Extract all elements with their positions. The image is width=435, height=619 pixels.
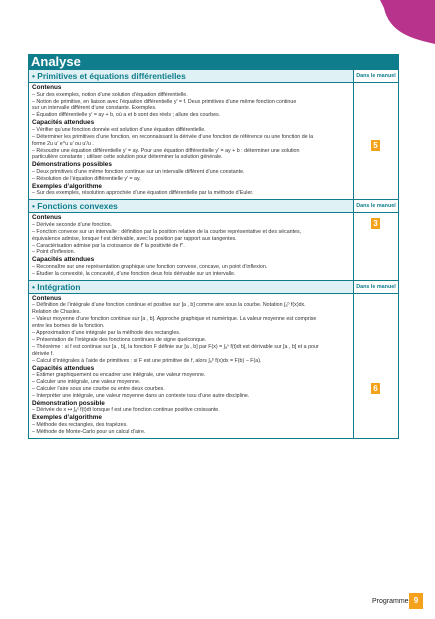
section-body (29, 213, 353, 280)
block-line: – Reconnaître sur une représentation graphique une fonction convexe, concave, un point d’inflexion. (32, 263, 268, 270)
program-frame (28, 54, 399, 439)
block-line: – Notion de primitive, en liaison avec l’équation différentielle y′ = f. Deux primitives d’une même fonction continue (32, 98, 297, 105)
block-line: – Théorème : si f est continue sur [a , b], la fonction F définie sur [a , b] par F(x) = ∫ₐˣ f(t)dt est dérivable sur [a , b] et a pour (32, 343, 319, 350)
manual-column (354, 200, 398, 280)
block-line: – Valeur moyenne d’une fonction continue sur [a , b]. Approche graphique et numérique. La valeur moyenne est comprise (32, 316, 317, 323)
block-heading: Capacités attendues (32, 364, 95, 372)
block-line: – Déterminer les primitives d’une fonction, en reconnaissant la dérivée d’une fonction de référence ou une fonction de la (32, 133, 314, 140)
block-line: sur un intervalle diffèrent d’une constante. Exemples. (32, 105, 157, 112)
page-title: Analyse (28, 54, 399, 70)
block-line: – Calculer une intégrale, une valeur moyenne. (32, 379, 141, 386)
page-number: 9 (409, 593, 423, 609)
section-body (29, 294, 353, 438)
chapter-badge: 5 (371, 140, 380, 151)
manual-header: Dans le manuel (354, 281, 398, 294)
block-line: – Point d’inflexion. (32, 249, 75, 256)
block-line: – Sur des exemples, résolution approchée d’une équation différentielle par la méthode d’Euler. (32, 190, 254, 197)
manual-header: Dans le manuel (354, 70, 398, 83)
block-line: – Équation différentielle y′ = ay + b, où a et b sont des réels ; allure des courbes. (32, 112, 221, 119)
block-line: – Dérivée de x ↦ ∫ₐˣ f(t)dt lorsque f est une fonction continue positive croissante. (32, 407, 220, 414)
block-line: – Calcul d’intégrales à l’aide de primitives : si F est une primitive de f, alors ∫ₐᵇ f(x)dx = F(b) − F(a). (32, 357, 262, 364)
block-line: – Résoudre une équation différentielle y′ = ay. Pour une équation différentielle y′ = ay + b : déterminer une solution (32, 147, 300, 154)
block-heading: Exemples d’algorithme (32, 182, 102, 190)
block-line: entre les bornes de la fonction. (32, 323, 105, 330)
section-main (29, 200, 354, 280)
block-line: Relation de Chasles. (32, 309, 81, 316)
block-heading: Exemples d’algorithme (32, 414, 102, 422)
block-line: dérivée f. (32, 350, 54, 357)
footer-label: Programme (372, 598, 409, 605)
section-main (29, 281, 354, 438)
corner-decoration (380, 0, 435, 44)
block-line: – Calculer l’aire sous une courbe ou entre deux courbes. (32, 385, 165, 392)
block-line: – Interpréter une intégrale, une valeur moyenne dans un contexte issu d’une autre discipline. (32, 392, 250, 399)
block-heading: Contenus (32, 214, 62, 222)
block-heading: Contenus (32, 294, 62, 302)
section-title: • Intégration (29, 281, 353, 294)
block-line: – Deux primitives d’une même fonction continue sur un intervalle diffèrent d’une constante. (32, 168, 245, 175)
chapter-badge: 3 (371, 218, 380, 229)
block-line: – Méthode de Monte-Carlo pour un calcul d’aire. (32, 428, 146, 435)
section-main (29, 70, 354, 199)
block-line: – Estimer graphiquement ou encadrer une intégrale, une valeur moyenne. (32, 372, 206, 379)
chapter-badge: 6 (371, 383, 380, 394)
block-line: – Fonction convexe sur un intervalle : définition par la position relative de la courbe représentative et des sécantes, (32, 228, 302, 235)
block-heading: Capacités attendues (32, 119, 95, 127)
block-line: – Résolution de l’équation différentielle y′ = ay. (32, 175, 141, 182)
block-heading: Démonstration possible (32, 399, 105, 407)
program-section (28, 200, 399, 281)
block-heading: Démonstrations possibles (32, 161, 112, 169)
block-heading: Capacités attendues (32, 256, 95, 264)
block-line: particulière constante ; utiliser cette solution pour déterminer la solution générale. (32, 154, 223, 161)
block-line: – Méthode des rectangles, des trapèzes. (32, 421, 128, 428)
sections-container (28, 70, 399, 439)
block-line: – Sur des exemples, notion d’une solution d’équation différentielle. (32, 91, 188, 98)
block-line: – Vérifier qu’une fonction donnée est solution d’une équation différentielle. (32, 126, 206, 133)
block-line: – Étudier la convexité, la concavité, d’une fonction deux fois dérivable sur un intervalle. (32, 270, 236, 277)
program-section (28, 70, 399, 200)
block-line: – Dérivée seconde d’une fonction. (32, 221, 113, 228)
block-line: – Approximation d’une intégrale par la méthode des rectangles. (32, 330, 181, 336)
block-line: équivalence admise, lorsque f est dérivable, avec la position par rapport aux tangentes. (32, 235, 237, 242)
section-title: • Fonctions convexes (29, 200, 353, 213)
block-line: – Définition de l’intégrale d’une fonction continue et positive sur [a , b] comme aire sous la courbe. Notation ∫ₐᵇ f(x)dx. (32, 302, 306, 309)
manual-header: Dans le manuel (354, 200, 398, 213)
block-line: forme 2u u′ e^u u′ ou u′/u . (32, 140, 94, 147)
manual-column (354, 281, 398, 438)
manual-column (354, 70, 398, 199)
block-heading: Contenus (32, 84, 62, 91)
block-line: – Présentation de l’intégrale des fonctions continues de signe quelconque. (32, 336, 207, 343)
section-body (29, 83, 353, 199)
block-line: – Caractérisation admise par la croissance de f′ la positivité de f″. (32, 242, 185, 249)
section-title: • Primitives et équations différentielles (29, 70, 353, 83)
program-section (28, 281, 399, 439)
